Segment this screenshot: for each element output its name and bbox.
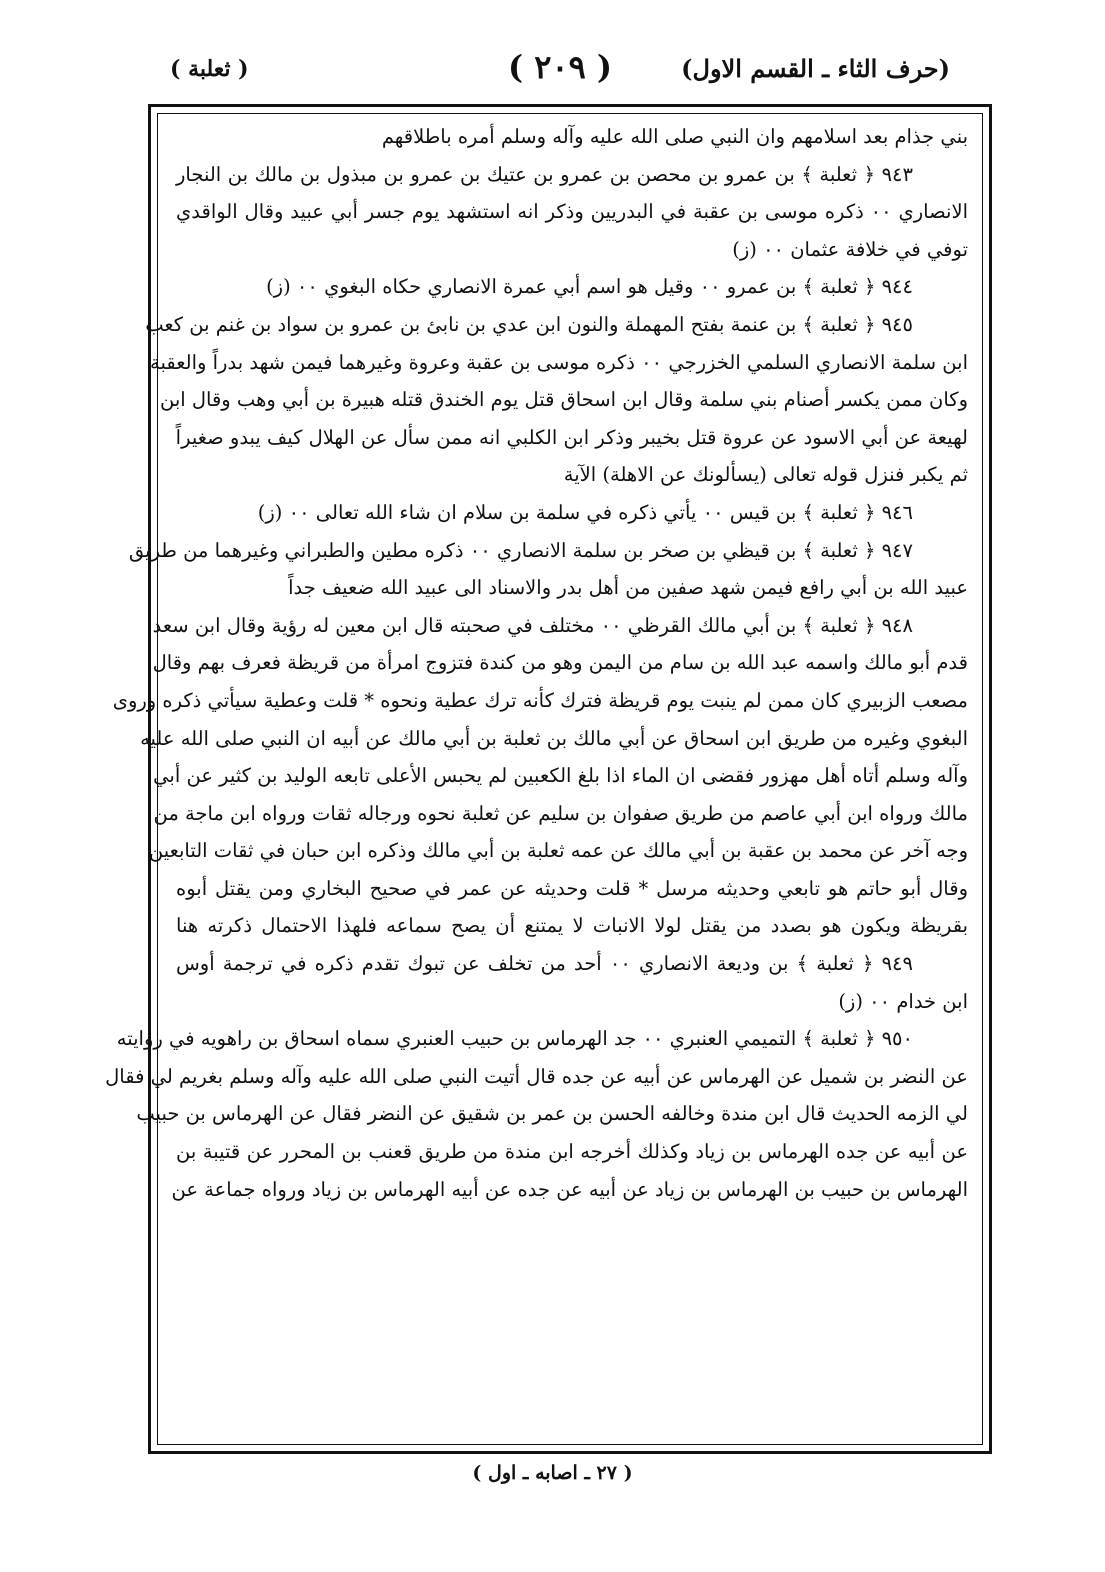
text-line: ٩٤٦ ﴿ ثعلبة ﴾ بن قيس ٠٠ يأتي ذكره في سلمة بن سلام ان شاء الله تعالى ٠٠ (ز) [257,500,913,524]
text-line: قدم أبو مالك واسمه عبد الله بن سام من اليمن وهو من كندة فتزوج امرأة من قريظة فعرف بهم وقال [152,651,968,675]
text-line: لي الزمه الحديث قال ابن مندة وخالفه الحسن بن عمر بن شقيق عن النضر فقال عن الهرماس بن حبيب [136,1102,968,1126]
text-line: ابن خدام ٠٠ (ز) [838,989,968,1013]
text-line: ٩٥٠ ﴿ ثعلبة ﴾ التميمي العنبري ٠٠ جد الهرماس بن حبيب العنبري سماه اسحاق بن راهويه في روايته [116,1027,913,1051]
page-header [170,48,950,98]
text-line: البغوي وغيره من طريق ابن اسحاق عن أبي مالك بن ثعلبة بن أبي مالك عن أبيه ان النبي صلى الله عليه [140,726,968,750]
text-line: الانصاري ٠٠ ذكره موسى بن عقبة في البدريين وذكر انه استشهد يوم جسر أبي عبيد وقال الواقدي [176,200,968,224]
text-line: ثم يكبر فنزل قوله تعالى (يسألونك عن الاهلة) الآية [563,463,968,487]
text-line: الهرماس بن حبيب بن الهرماس بن زياد عن أبيه عن جده عن أبيه الهرماس بن زياد ورواه جماعة عن [171,1177,968,1201]
text-line: ٩٤٣ ﴿ ثعلبة ﴾ بن عمرو بن محصن بن عمرو بن عتيك بن عمرو بن مبذول بن مالك بن النجار [176,162,913,186]
text-line: عن النضر بن شميل عن الهرماس عن أبيه عن جده قال أتيت النبي صلى الله عليه وآله وسلم بغريم لي فقال [105,1064,968,1088]
text-line: مصعب الزبيري كان ممن لم ينبت يوم قريظة فترك كأنه ترك عطية ونحوه * قلت وعطية سيأتي ذكره وروى [112,688,968,712]
text-line: لهيعة عن أبي الاسود عن عروة قتل بخيبر وذكر ابن الكلبي انه ممن سأل عن الهلال كيف يبدو صغيراً [175,425,968,449]
text-line: ٩٤٤ ﴿ ثعلبة ﴾ بن عمرو ٠٠ وقيل هو اسم أبي عمرة الانصاري حكاه البغوي ٠٠ (ز) [266,275,913,299]
text-line: وقال أبو حاتم هو تابعي وحديثه مرسل * قلت وحديثه عن عمر في صحيح البخاري ومن يقتل أبوه [176,876,968,900]
header-entry-name: ( ثعلبة ) [170,56,249,82]
page-footer-signature: ( ٢٧ ـ اصابه ـ اول ) [472,1462,633,1484]
text-line: ٩٤٥ ﴿ ثعلبة ﴾ بن عنمة بفتح المهملة والنون ابن عدي بن نابئ بن عمرو بن سواد بن غنم بن كعب [145,312,913,336]
text-line: وكان ممن يكسر أصنام بني سلمة وقال ابن اسحاق قتل يوم الخندق قتله هبيرة بن أبي وهب وقال ابن [159,388,968,412]
text-line: بقريظة ويكون هو بصدد من يقتل لولا الانبات لا يمتنع أن يصح سماعه فلهذا الاحتمال ذكرته هنا [176,914,968,938]
text-line: مالك ورواه ابن أبي عاصم من طريق صفوان بن سليم عن ثعلبة نحوه ورجاله ثقات ورواه ابن ماجة من [153,801,968,825]
body-text [105,118,968,1208]
text-line: بني جذام بعد اسلامهم وان النبي صلى الله عليه وآله وسلم أمره باطلاقهم [381,125,968,148]
text-line: عبيد الله بن أبي رافع فيمن شهد صفين من أهل بدر والاسناد الى عبيد الله ضعيف جداً [288,576,968,600]
text-line: ابن سلمة الانصاري السلمي الخزرجي ٠٠ ذكره موسى بن عقبة وعروة وغيرهما فيمن شهد بدراً والعقبة [150,350,968,374]
text-line: ٩٤٨ ﴿ ثعلبة ﴾ بن أبي مالك القرظي ٠٠ مختلف في صحبته قال ابن معين له رؤية وقال ابن سعد [152,613,913,637]
text-line: وجه آخر عن محمد بن عقبة بن أبي مالك عن عمه ثعلبة بن أبي مالك وذكره ابن حبان في ثقات التابعين [148,839,968,863]
text-line: ٩٤٧ ﴿ ثعلبة ﴾ بن قيظي بن صخر بن سلمة الانصاري ٠٠ ذكره مطين والطبراني وغيرهما من طريق [128,538,913,562]
text-line: توفي في خلافة عثمان ٠٠ (ز) [732,237,968,261]
text-line: عن أبيه عن جده الهرماس بن زياد وكذلك أخرجه ابن مندة من طريق قعنب بن المحرر عن قتيبة بن [176,1140,968,1164]
text-line: وآله وسلم أتاه أهل مهزور فقضى ان الماء اذا بلغ الكعبين لم يحبس الأعلى تابعه الوليد بن كثير عن أبي [153,764,968,788]
text-line: ٩٤٩ ﴿ ثعلبة ﴾ بن وديعة الانصاري ٠٠ أحد من تخلف عن تبوك تقدم ذكره في ترجمة أوس [176,952,913,976]
page-number: ( ٢٠٩ ) [507,48,613,86]
header-chapter-title: (حرف الثاء ـ القسم الاول) [681,54,950,83]
